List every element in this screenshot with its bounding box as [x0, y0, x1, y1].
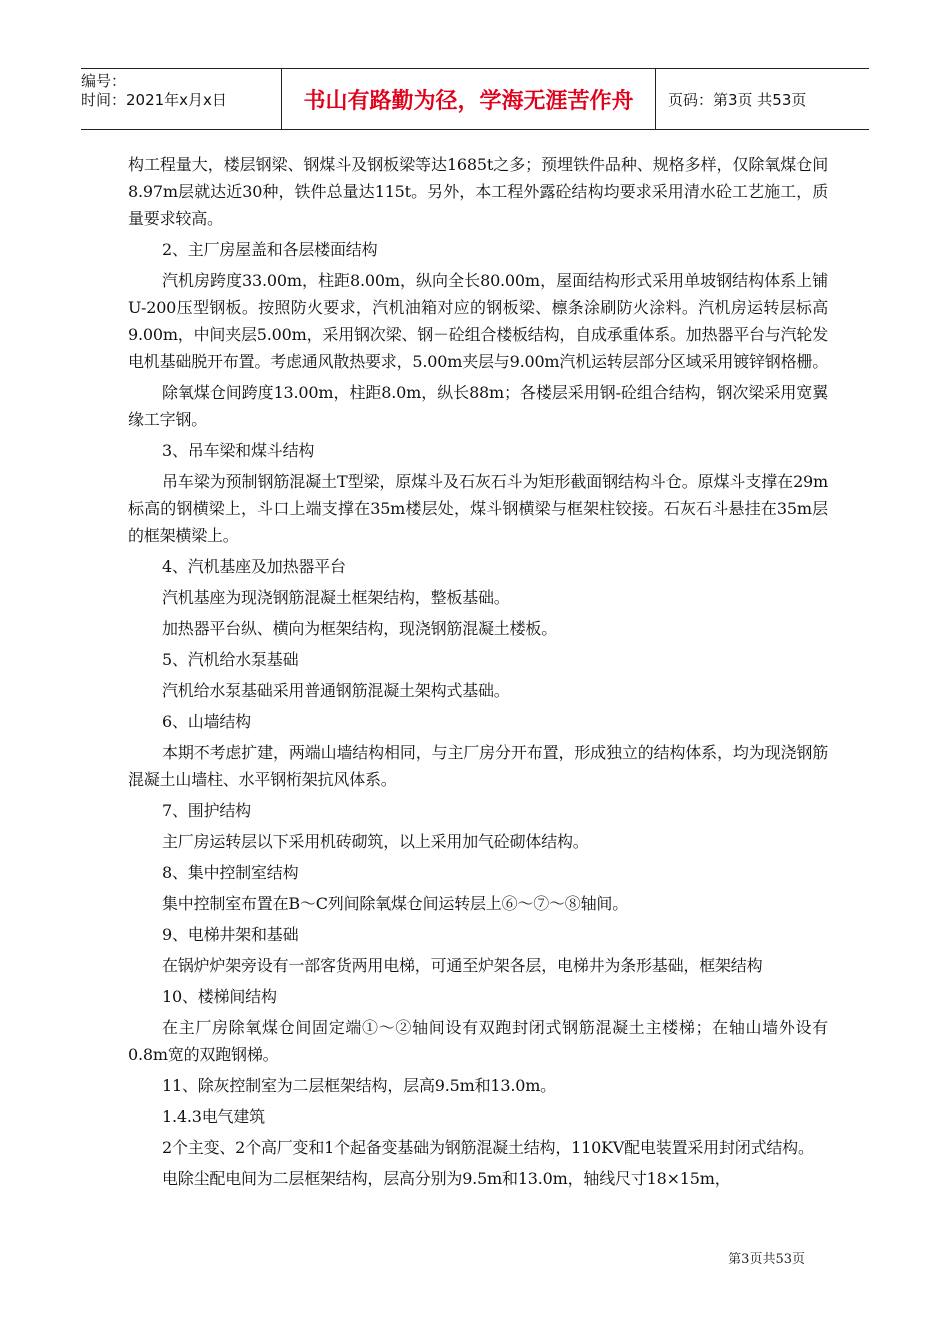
- section-heading: 3、吊车梁和煤斗结构: [162, 441, 315, 460]
- paragraph: 11、除灰控制室为二层框架结构，层高9.5m和13.0m。: [162, 1076, 556, 1095]
- paragraph: 主厂房运转层以下采用机砖砌筑，以上采用加气砼砌体结构。: [162, 832, 589, 851]
- section-heading: 1.4.3电气建筑: [162, 1107, 265, 1126]
- paragraph: 在主厂房除氧煤仓间固定端①～②轴间设有双跑封闭式钢筋混凝土主楼梯；在轴山墙外设有0.8m宽的双跑钢梯。: [128, 1018, 828, 1064]
- paragraph: 本期不考虑扩建，两端山墙结构相同，与主厂房分开布置，形成独立的结构体系，均为现浇钢筋混凝土山墙柱、水平钢桁架抗风体系。: [128, 743, 828, 789]
- document-number-label: 编号：: [81, 72, 127, 90]
- section-heading: 10、楼梯间结构: [162, 987, 277, 1006]
- paragraph: 汽机基座为现浇钢筋混凝土框架结构，整板基础。: [162, 588, 510, 607]
- paragraph: 集中控制室布置在B～C列间除氧煤仓间运转层上⑥～⑦～⑧轴间。: [162, 894, 629, 913]
- paragraph: 吊车梁为预制钢筋混凝土T型梁，原煤斗及石灰石斗为矩形截面钢结构斗仓。原煤斗支撑在29m标高的钢横梁上，斗口上端支撑在35m楼层处，煤斗钢横梁与框架柱铰接。石灰石斗悬挂在35m层的框架横梁上。: [128, 472, 828, 545]
- paragraph: 构工程量大，楼层钢梁、钢煤斗及钢板梁等达1685t之多；预埋铁件品种、规格多样，仅除氧煤仓间8.97m层就达近30种，铁件总量达115t。另外，本工程外露砼结构均要求采用清水砼工艺施工，质量要求较高。: [128, 155, 828, 228]
- paragraph: 汽机房跨度33.00m，柱距8.00m，纵向全长80.00m，屋面结构形式采用单坡钢结构体系上铺U-200压型钢板。按照防火要求，汽机油箱对应的钢板梁、檩条涂刷防火涂料。汽机房运转层标高9.00m，中间夹层5.00m，采用钢次梁、钢－砼组合楼板结构，自成承重体系。加热器平台与汽轮发电机基础脱开布置。考虑通风散热要求，5.00m夹层与9.00m汽机运转层部分区域采用镀锌钢格栅。: [128, 271, 828, 371]
- page-footer: 第3页共53页: [728, 1252, 805, 1267]
- section-heading: 7、围护结构: [162, 801, 251, 820]
- section-heading: 9、电梯井架和基础: [162, 925, 299, 944]
- paragraph: 2个主变、2个高厂变和1个起备变基础为钢筋混凝土结构，110KV配电装置采用封闭式结构。: [162, 1138, 814, 1157]
- header-page-number: 页码：第3页 共53页: [668, 90, 807, 109]
- paragraph: 电除尘配电间为二层框架结构，层高分别为9.5m和13.0m，轴线尺寸18×15m，: [162, 1169, 731, 1188]
- section-heading: 8、集中控制室结构: [162, 863, 299, 882]
- page-header: [81, 68, 869, 130]
- section-heading: 4、汽机基座及加热器平台: [162, 557, 346, 576]
- paragraph: 汽机给水泵基础采用普通钢筋混凝土架构式基础。: [162, 681, 510, 700]
- paragraph: 加热器平台纵、横向为框架结构，现浇钢筋混凝土楼板。: [162, 619, 558, 638]
- section-heading: 6、山墙结构: [162, 712, 251, 731]
- paragraph: 除氧煤仓间跨度13.00m，柱距8.0m，纵长88m；各楼层采用钢-砼组合结构，钢次梁采用宽翼缘工字钢。: [128, 383, 828, 429]
- section-heading: 2、主厂房屋盖和各层楼面结构: [162, 240, 378, 259]
- header-meta: [81, 69, 281, 129]
- section-heading: 5、汽机给水泵基础: [162, 650, 299, 669]
- document-date-label: 时间：2021年x月x日: [81, 91, 227, 109]
- header-motto: 书山有路勤为径，学海无涯苦作舟: [281, 69, 656, 129]
- paragraph: 在锅炉炉架旁设有一部客货两用电梯，可通至炉架各层，电梯井为条形基础，框架结构: [162, 956, 763, 975]
- document-body: [128, 151, 828, 1196]
